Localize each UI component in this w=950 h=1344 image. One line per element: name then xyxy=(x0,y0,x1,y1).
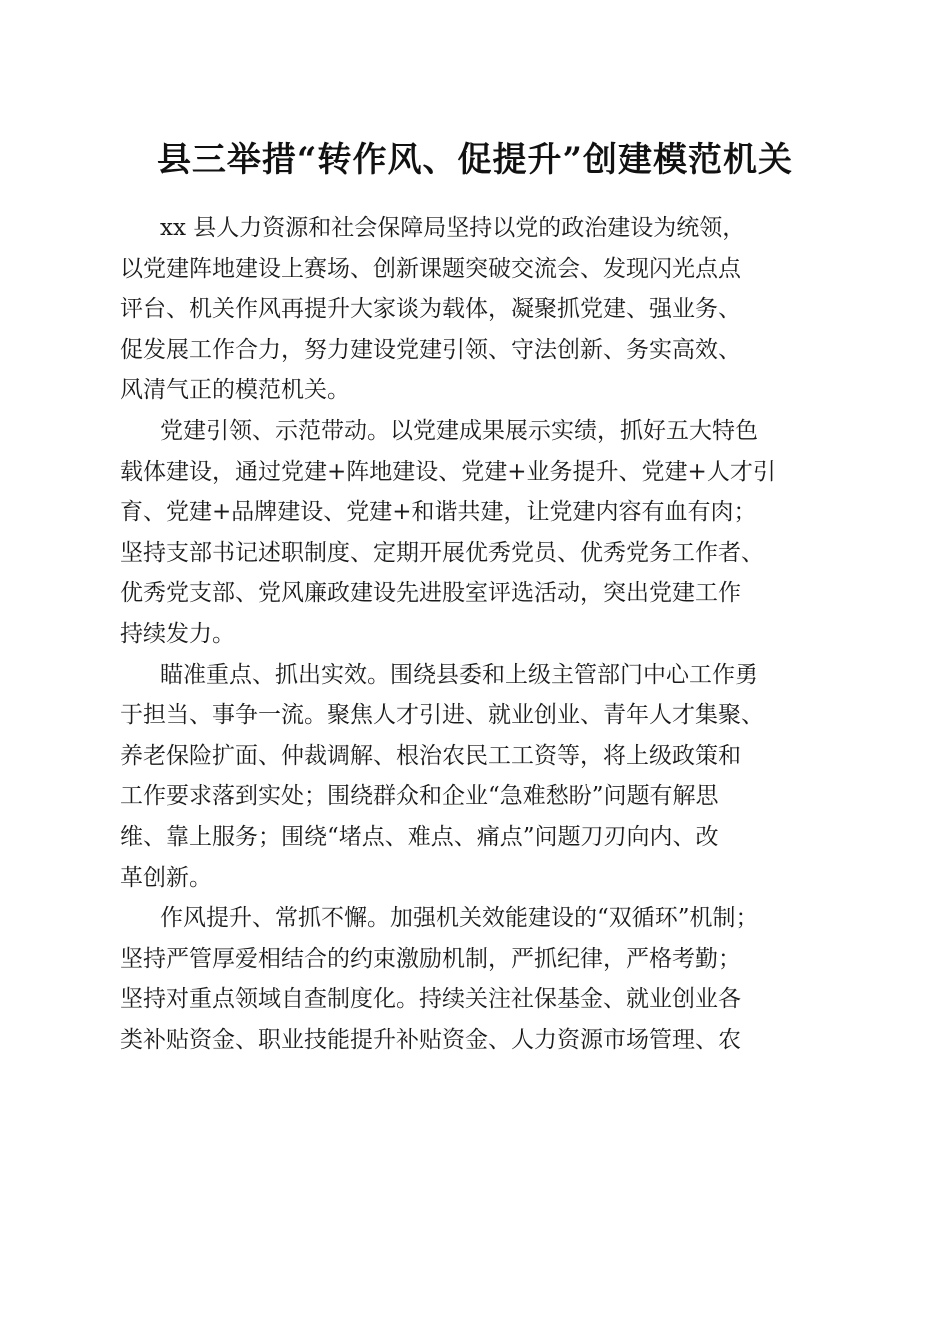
text-line: 坚持严管厚爱相结合的约束激励机制，严抓纪律，严格考勤； xyxy=(120,945,741,972)
text-line: 维、靠上服务；围绕“堵点、难点、痛点”问题刀刃向内、改 xyxy=(120,823,719,850)
text-line: 坚持对重点领域自查制度化。持续关注社保基金、就业创业各 xyxy=(120,986,741,1013)
paragraph-key-points xyxy=(120,655,840,899)
text-line: 育、党建+品牌建设、党建+和谐共建，让党建内容有血有肉； xyxy=(120,499,757,526)
text-line: 养老保险扩面、仲裁调解、根治农民工工资等，将上级政策和 xyxy=(120,742,741,769)
text-line: 工作要求落到实处；围绕群众和企业“急难愁盼”问题有解思 xyxy=(120,783,719,810)
text-line: 优秀党支部、党风廉政建设先进股室评选活动，突出党建工作 xyxy=(120,580,741,607)
text-line: 党建引领、示范带动。以党建成果展示实绩，抓好五大特色 xyxy=(160,417,758,444)
text-line: 持续发力。 xyxy=(120,620,235,647)
text-line: 作风提升、常抓不懈。加强机关效能建设的“双循环”机制； xyxy=(160,905,759,932)
text-line: 坚持支部书记述职制度、定期开展优秀党员、优秀党务工作者、 xyxy=(120,539,764,566)
text-line: 于担当、事争一流。聚焦人才引进、就业创业、青年人才集聚、 xyxy=(120,702,764,729)
text-line: 瞄准重点、抓出实效。围绕县委和上级主管部门中心工作勇 xyxy=(160,661,758,688)
text-line: 以党建阵地建设上赛场、创新课题突破交流会、发现闪光点点 xyxy=(120,255,741,282)
document-title: 县三举措“转作风、促提升”创建模范机关 xyxy=(156,140,794,180)
document-body xyxy=(120,208,840,1060)
text-line: 革创新。 xyxy=(120,864,212,891)
text-line: 促发展工作合力，努力建设党建引领、守法创新、务实高效、 xyxy=(120,336,741,363)
paragraph-party-building xyxy=(120,411,840,655)
text-line: xx 县人力资源和社会保障局坚持以党的政治建设为统领， xyxy=(160,215,746,241)
paragraph-work-style xyxy=(120,898,840,1060)
text-line: 载体建设，通过党建+阵地建设、党建+业务提升、党建+人才引 xyxy=(120,458,776,485)
text-line: 评台、机关作风再提升大家谈为载体，凝聚抓党建、强业务、 xyxy=(120,296,741,323)
text-line: 类补贴资金、职业技能提升补贴资金、人力资源市场管理、农 xyxy=(120,1026,741,1053)
text-line: 风清气正的模范机关。 xyxy=(120,377,350,404)
paragraph-intro xyxy=(120,208,840,411)
